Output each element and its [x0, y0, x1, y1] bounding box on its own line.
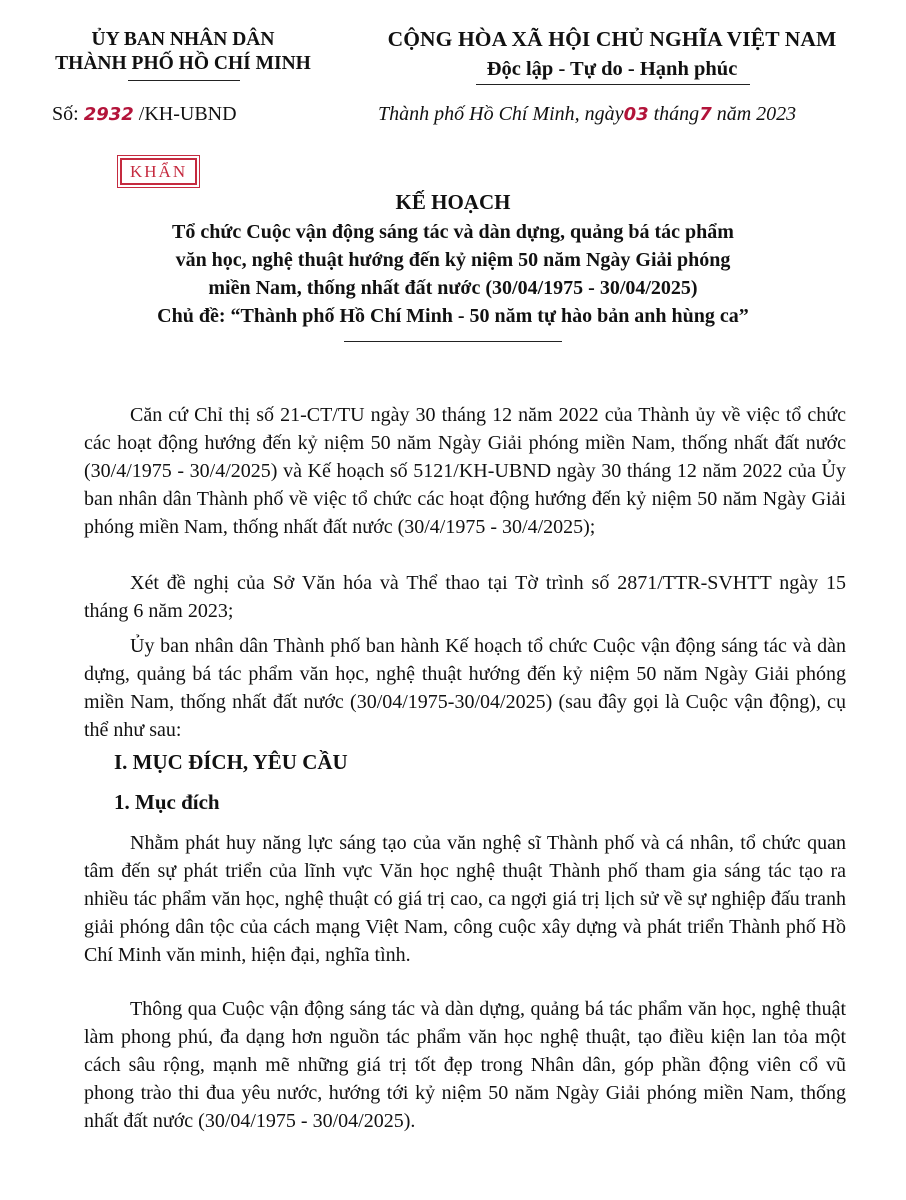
doc-number-handwritten: 2932 — [83, 104, 134, 125]
paragraph-text: Căn cứ Chỉ thị số 21-CT/TU ngày 30 tháng 12 năm 2022 của Thành ủy về việc tổ chức các hoạt động hướng đến kỷ niệm 50 năm Ngày Giải phóng miền Nam, thống nhất đất nước (30/4/1975 - 30/4/2025) và Kế hoạch số 5121/KH-UBND ngày 30 tháng 12 năm 2022 của Ủy ban nhân dân Thành phố về việc tổ chức các hoạt động hướng đến kỷ niệm 50 năm Ngày Giải phóng miền Nam, thống nhất đất nước (30/4/1975 - 30/4/2025); — [84, 404, 846, 538]
paragraph-legal-basis — [84, 401, 846, 541]
title-line-1: Tổ chức Cuộc vận động sáng tác và dàn dựng, quảng bá tác phẩm — [172, 221, 734, 243]
date-part-3: năm 2023 — [711, 103, 797, 125]
paragraph-issuance — [84, 632, 846, 744]
doc-number-suffix: /KH-UBND — [133, 103, 237, 125]
urgent-stamp: KHẨN — [120, 158, 197, 185]
paragraph-text: Nhằm phát huy năng lực sáng tạo của văn nghệ sĩ Thành phố và cá nhân, tổ chức quan tâm đến sự phát triển của lĩnh vực Văn học nghệ thuật Thành phố tham gia sáng tác tạo ra nhiều tác phẩm văn học, nghệ thuật có giá trị cao, ca ngợi giá trị lịch sử về sự nghiệp đấu tranh giải phóng dân tộc của cách mạng Việt Nam, công cuộc xây dựng và phát triển Thành phố Hồ Chí Minh văn minh, hiện đại, nghĩa tình. — [84, 832, 846, 966]
doc-number-prefix: Số: — [52, 103, 84, 125]
section-heading: I. MỤC ĐÍCH, YÊU CẦU — [114, 750, 348, 774]
paragraph-proposal — [84, 569, 846, 625]
paragraph-text: Xét đề nghị của Sở Văn hóa và Thể thao tại Tờ trình số 2871/TTR-SVHTT ngày 15 tháng 6 năm 2023; — [84, 572, 846, 622]
motto: Độc lập - Tự do - Hạnh phúc — [486, 58, 738, 80]
paragraph-purpose — [84, 829, 846, 969]
document-title — [40, 188, 866, 330]
agency-line-2: THÀNH PHỐ HỒ CHÍ MINH — [55, 53, 311, 74]
issuing-agency — [18, 28, 348, 76]
date-part-1: Thành phố Hồ Chí Minh, ngày — [378, 103, 624, 125]
paragraph-campaign — [84, 995, 846, 1135]
date-part-2: tháng — [648, 103, 700, 125]
title-line-2: văn học, nghệ thuật hướng đến kỷ niệm 50 năm Ngày Giải phóng — [175, 249, 731, 271]
issue-date — [378, 103, 796, 126]
title-line-4: Chủ đề: “Thành phố Hồ Chí Minh - 50 năm tự hào bản anh hùng ca” — [157, 305, 749, 327]
title-underline — [344, 341, 562, 342]
document-number — [52, 103, 237, 126]
date-day: 03 — [623, 104, 649, 125]
motto-underline — [476, 84, 750, 85]
title-line-3: miền Nam, thống nhất đất nước (30/04/1975 - 30/04/2025) — [208, 277, 698, 299]
subsection-heading: 1. Mục đích — [114, 790, 220, 814]
agency-line-1: ỦY BAN NHÂN DÂN — [91, 29, 275, 50]
date-month: 7 — [699, 104, 712, 125]
national-motto — [352, 24, 872, 84]
paragraph-text: Thông qua Cuộc vận động sáng tác và dàn dựng, quảng bá tác phẩm văn học, nghệ thuật làm phong phú, đa dạng hơn nguồn tác phẩm văn học nghệ thuật, tạo điều kiện lan tỏa một cách sâu rộng, mạnh mẽ những giá trị tốt đẹp trong Nhân dân, góp phần động viên cổ vũ phong trào thi đua yêu nước, hướng tới kỷ niệm 50 năm Ngày Giải phóng miền Nam, thống nhất đất nước (30/04/1975 - 30/04/2025). — [84, 998, 846, 1132]
paragraph-text: Ủy ban nhân dân Thành phố ban hành Kế hoạch tổ chức Cuộc vận động sáng tác và dàn dựng, quảng bá tác phẩm văn học, nghệ thuật hướng đến kỷ niệm 50 năm Ngày Giải phóng miền Nam, thống nhất đất nước (30/04/1975-30/04/2025) (sau đây gọi là Cuộc vận động), cụ thể như sau: — [84, 635, 846, 741]
nation-name: CỘNG HÒA XÃ HỘI CHỦ NGHĨA VIỆT NAM — [387, 27, 837, 51]
agency-underline — [128, 80, 240, 81]
title-main: KẾ HOẠCH — [395, 190, 511, 214]
